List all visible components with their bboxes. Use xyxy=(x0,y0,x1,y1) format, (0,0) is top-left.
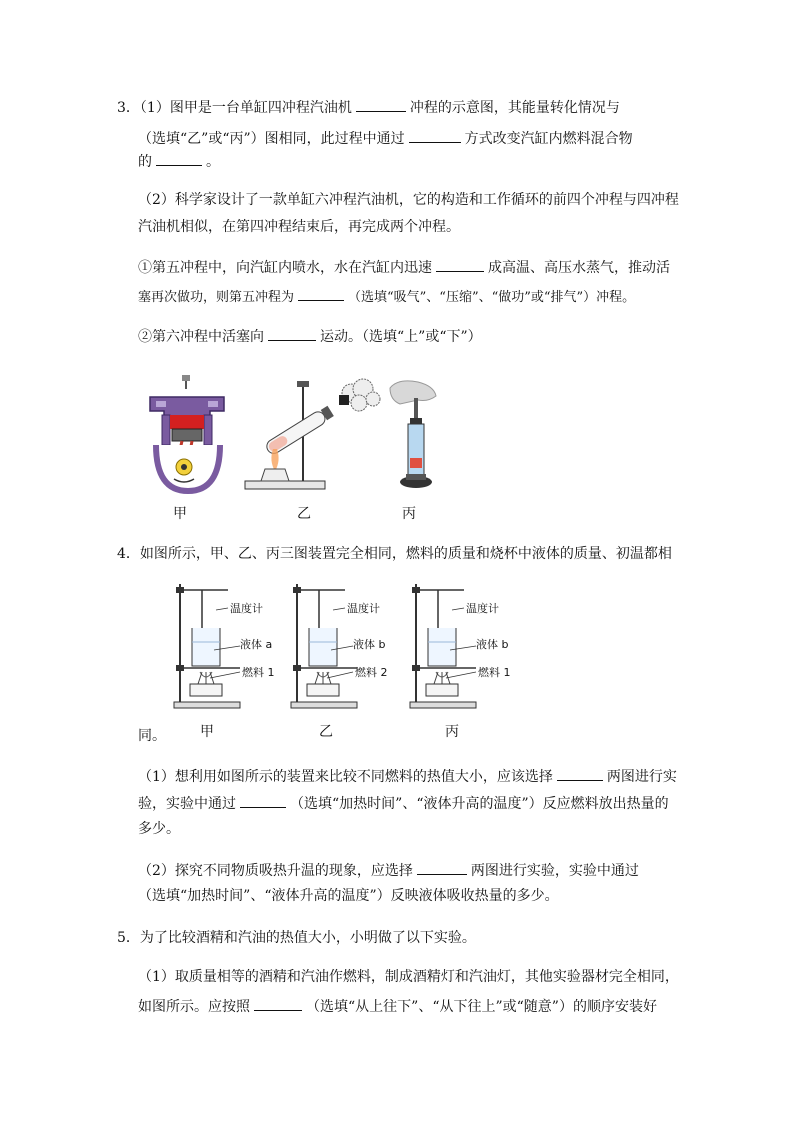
label-fuel: 燃料 1 xyxy=(242,666,275,679)
answer-blank[interactable] xyxy=(156,152,202,166)
q4-line-1: 4．如图所示，甲、乙、丙三图装置完全相同，燃料的质量和烧杯中液体的质量、初温都相 xyxy=(117,546,672,562)
label-liquid: 液体 a xyxy=(240,638,273,651)
air-pump-diagram xyxy=(388,378,448,493)
answer-blank[interactable] xyxy=(436,258,484,272)
caption-jia: 甲 xyxy=(173,506,187,522)
q4-text: 两图进行实 xyxy=(606,769,677,785)
caption-bing: 丙 xyxy=(402,506,416,522)
answer-blank[interactable] xyxy=(417,861,467,875)
q3-sub1-line-2 xyxy=(138,287,635,307)
q4-part2-line-1 xyxy=(138,861,639,880)
q3-line-2 xyxy=(138,129,633,148)
q3-text: 冲程的示意图，其能量转化情况与 xyxy=(409,100,620,116)
caption-yi: 乙 xyxy=(297,506,311,522)
q4-part1-line-2 xyxy=(138,794,669,813)
caption-yi: 乙 xyxy=(319,724,333,740)
q5-text: （选填“从上往下”、“从下往上”或“随意”）的顺序安装好 xyxy=(306,999,657,1015)
q3-text: 运动。（选填“上”或“下”） xyxy=(320,329,482,345)
caption-jia: 甲 xyxy=(200,724,214,740)
answer-blank[interactable] xyxy=(240,794,286,808)
apparatus-yi xyxy=(287,580,397,710)
answer-blank[interactable] xyxy=(298,287,344,301)
answer-blank[interactable] xyxy=(356,98,406,112)
q3-sub1-line-1 xyxy=(138,258,670,277)
q3-part2-line-2: 汽油机相似，在第四冲程结束后，再完成两个冲程。 xyxy=(138,219,460,235)
q3-part2-line-1: （2）科学家设计了一款单缸六冲程汽油机，它的构造和工作循环的前四个冲程与四冲程 xyxy=(138,192,679,208)
label-thermometer: 温度计 xyxy=(466,602,499,615)
q3-text: 方式改变汽缸内燃料混合物 xyxy=(464,131,633,147)
q4-text: （2）探究不同物质吸热升温的现象，应选择 xyxy=(138,863,413,879)
answer-blank[interactable] xyxy=(254,997,302,1011)
q4-text: （1）想利用如图所示的装置来比较不同燃料的热值大小，应该选择 xyxy=(138,769,553,785)
q5-part1-line-2 xyxy=(138,997,657,1016)
label-liquid: 液体 b xyxy=(353,638,386,651)
label-thermometer: 温度计 xyxy=(230,602,263,615)
q5-part1-line-1: （1）取质量相等的酒精和汽油作燃料，制成酒精灯和汽油灯，其他实验器材完全相同， xyxy=(138,969,679,985)
answer-blank[interactable] xyxy=(557,767,603,781)
q4-line-2: 同。 xyxy=(138,728,166,744)
caption-bing: 丙 xyxy=(445,724,459,740)
q4-part1-line-3: 多少。 xyxy=(138,821,180,837)
q3-text: ①第五冲程中，向汽缸内喷水，水在汽缸内迅速 xyxy=(138,260,432,276)
label-fuel: 燃料 2 xyxy=(355,666,388,679)
label-thermometer: 温度计 xyxy=(347,602,380,615)
apparatus-bing xyxy=(406,580,516,710)
q3-text: 3．（1）图甲是一台单缸四冲程汽油机 xyxy=(117,100,352,116)
q3-text: 成高温、高压水蒸气，推动活 xyxy=(488,260,670,276)
q4-part2-line-2: （选填“加热时间”、“液体升高的温度”）反映液体吸收热量的多少。 xyxy=(138,888,559,904)
answer-blank[interactable] xyxy=(409,129,461,143)
q5-line-1: 5．为了比较酒精和汽油的热值大小，小明做了以下实验。 xyxy=(117,930,476,946)
q3-text: （选填“乙”或“丙”）图相同，此过程中通过 xyxy=(138,131,405,147)
q3-text: （选填“吸气”、“压缩”、“做功”或“排气”）冲程。 xyxy=(348,290,636,305)
engine-diagram xyxy=(148,375,228,495)
test-tube-diagram xyxy=(243,377,383,492)
q5-text: 如图所示。应按照 xyxy=(138,999,250,1015)
q3-text: 。 xyxy=(206,154,220,170)
q4-text: 两图进行实验，实验中通过 xyxy=(470,863,639,879)
q3-line-1 xyxy=(117,98,620,117)
q3-line-3 xyxy=(138,152,220,171)
answer-blank[interactable] xyxy=(268,327,316,341)
q3-text: 塞再次做功，则第五冲程为 xyxy=(138,290,295,305)
q3-sub2-line xyxy=(138,327,482,346)
q3-text: 的 xyxy=(138,154,152,170)
label-liquid: 液体 b xyxy=(476,638,509,651)
q3-text: ②第六冲程中活塞向 xyxy=(138,329,264,345)
q4-text: （选填“加热时间”、“液体升高的温度”）反应燃料放出热量的 xyxy=(290,796,669,812)
q4-part1-line-1 xyxy=(138,767,677,786)
label-fuel: 燃料 1 xyxy=(478,666,511,679)
apparatus-jia xyxy=(170,580,280,710)
q4-text: 验，实验中通过 xyxy=(138,796,236,812)
